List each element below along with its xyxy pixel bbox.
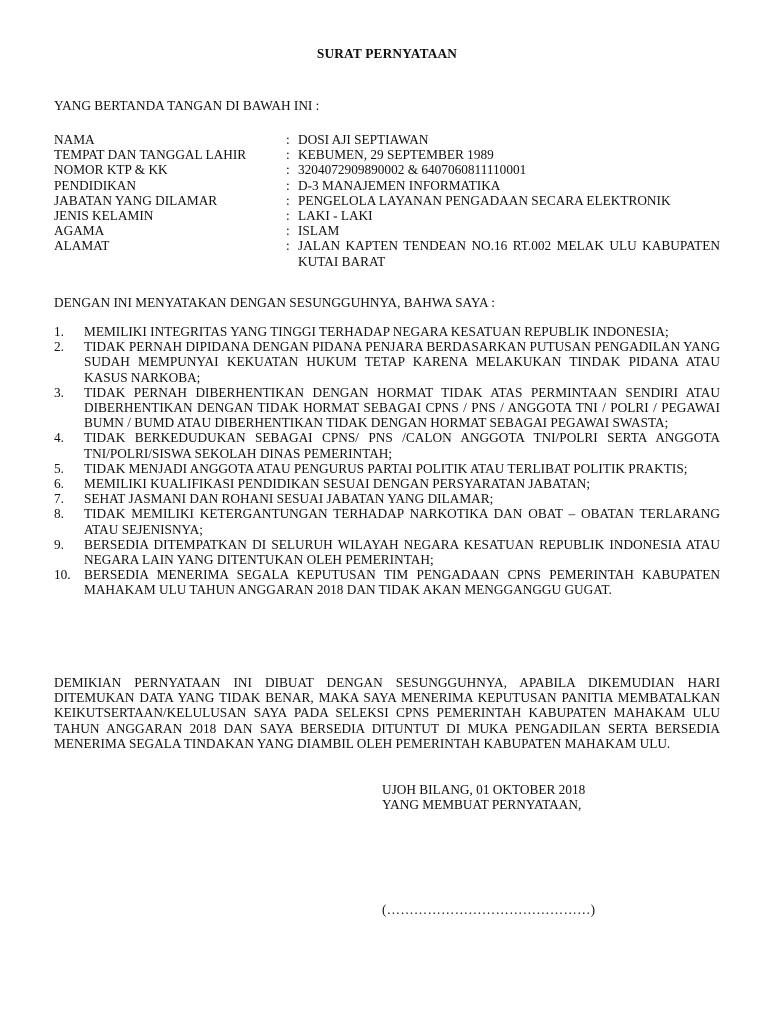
identity-colon: : (286, 223, 290, 239)
list-text: TIDAK MEMILIKI KETERGANTUNGAN TERHADAP NARKOTIKA DAN OBAT – OBATAN TERLARANG ATAU SEJENISNYA; (84, 506, 720, 537)
identity-row-position (54, 193, 720, 208)
list-number: 7. (54, 491, 64, 507)
identity-label: NOMOR KTP & KK (54, 162, 168, 178)
list-text: TIDAK BERKEDUDUKAN SEBAGAI CPNS/ PNS /CALON ANGGOTA TNI/POLRI SERTA ANGGOTA TNI/POLRI/SISWA SEKOLAH DINAS PEMERINTAH; (84, 430, 720, 461)
list-text: SEHAT JASMANI DAN ROHANI SESUAI JABATAN YANG DILAMAR; (84, 491, 494, 507)
list-item (54, 339, 720, 385)
identity-row-address (54, 238, 720, 268)
list-item (54, 537, 720, 567)
identity-value: KEBUMEN, 29 SEPTEMBER 1989 (298, 147, 494, 163)
list-text: TIDAK MENJADI ANGGOTA ATAU PENGURUS PARTAI POLITIK ATAU TERLIBAT POLITIK PRAKTIS; (84, 460, 688, 476)
identity-label: JENIS KELAMIN (54, 208, 154, 224)
identity-value: ISLAM (298, 223, 340, 239)
identity-row-id-number (54, 162, 720, 177)
list-item (54, 476, 720, 491)
list-item (54, 567, 720, 597)
identity-label: ALAMAT (54, 238, 110, 254)
list-text: MEMILIKI KUALIFIKASI PENDIDIKAN SESUAI DENGAN PERSYARATAN JABATAN; (84, 476, 591, 492)
maker-label: YANG MEMBUAT PERNYATAAN, (382, 797, 582, 813)
identity-value: 3204072909890002 & 6407060811110001 (298, 162, 527, 178)
list-text: BERSEDIA MENERIMA SEGALA KEPUTUSAN TIM PENGADAAN CPNS PEMERINTAH KABUPATEN MAHAKAM ULU TAHUN ANGGARAN 2018 DAN TIDAK AKAN MENGGANGGU GUGAT. (84, 567, 720, 598)
identity-row-gender (54, 208, 720, 223)
place-date: UJOH BILANG, 01 OKTOBER 2018 (382, 782, 586, 797)
intro-text: YANG BERTANDA TANGAN DI BAWAH INI : (54, 98, 320, 113)
list-item (54, 385, 720, 431)
list-number: 4. (54, 430, 64, 446)
identity-colon: : (286, 147, 290, 163)
identity-value: LAKI - LAKI (298, 208, 373, 224)
identity-table (54, 132, 720, 269)
identity-row-education (54, 178, 720, 193)
list-text: TIDAK PERNAH DIBERHENTIKAN DENGAN HORMAT TIDAK ATAS PERMINTAAN SENDIRI ATAU DIBERHENTIKAN DENGAN TIDAK HORMAT SEBAGAI CPNS / PNS / ANGGOTA TNI / POLRI / PEGAWAI BUMN / BUMD ATAU DIBERHENTIKAN TIDAK DENGAN HORMAT SEBAGAI PEGAWAI SWASTA; (84, 384, 720, 431)
list-item (54, 461, 720, 476)
declaration-list (54, 324, 720, 598)
identity-colon: : (286, 192, 290, 208)
list-number: 1. (54, 324, 64, 339)
identity-value: DOSI AJI SEPTIAWAN (298, 132, 429, 147)
list-item (54, 430, 720, 460)
list-number: 8. (54, 506, 64, 522)
list-text: TIDAK PERNAH DIPIDANA DENGAN PIDANA PENJARA BERDASARKAN PUTUSAN PENGADILAN YANG SUDAH MEMPUNYAI KEKUATAN HUKUM TETAP KARENA MELAKUKAN TINDAK PIDANA ATAU KASUS NARKOBA; (84, 339, 720, 385)
signature-placeholder: (………………………………………) (382, 902, 596, 917)
identity-row-name (54, 132, 720, 147)
list-item (54, 324, 720, 339)
identity-colon: : (286, 177, 290, 193)
list-text: BERSEDIA DITEMPATKAN DI SELURUH WILAYAH NEGARA KESATUAN REPUBLIK INDONESIA ATAU NEGARA LAIN YANG DITENTUKAN OLEH PEMERINTAH; (84, 536, 720, 568)
document-title: SURAT PERNYATAAN (316, 46, 458, 61)
list-number: 9. (54, 536, 64, 552)
identity-colon: : (286, 208, 290, 224)
statement-text: DENGAN INI MENYATAKAN DENGAN SESUNGGUHNYA, BAHWA SAYA : (54, 295, 495, 310)
identity-colon: : (286, 238, 290, 254)
identity-label: NAMA (54, 132, 95, 147)
identity-colon: : (286, 162, 290, 178)
identity-value: PENGELOLA LAYANAN PENGADAAN SECARA ELEKTRONIK (298, 192, 671, 208)
list-item (54, 491, 720, 506)
identity-row-birth (54, 147, 720, 162)
identity-label: AGAMA (54, 223, 105, 239)
identity-label: PENDIDIKAN (54, 177, 136, 193)
identity-label: JABATAN YANG DILAMAR (54, 192, 218, 208)
list-number: 3. (54, 384, 64, 400)
list-item (54, 506, 720, 536)
document-page (54, 0, 720, 1024)
closing-paragraph: DEMIKIAN PERNYATAAN INI DIBUAT DENGAN SESUNGGUHNYA, APABILA DIKEMUDIAN HARI DITEMUKAN DATA YANG TIDAK BENAR, MAKA SAYA MENERIMA KEPUTUSAN PANITIA MEMBATALKAN KEIKUTSERTAAN/KELULUSAN SAYA PADA SELEKSI CPNS PEMERINTAH KABUPATEN MAHAKAM ULU TAHUN ANGGARAN 2018 DAN SAYA BERSEDIA DITUNTUT DI MUKA PENGADILAN SERTA BERSEDIA MENERIMA SEGALA TINDAKAN YANG DIAMBIL OLEH PEMERINTAH KABUPATEN MAHAKAM ULU. (54, 675, 720, 751)
list-number: 2. (54, 339, 64, 355)
identity-value: JALAN KAPTEN TENDEAN NO.16 RT.002 MELAK ULU KABUPATEN KUTAI BARAT (298, 238, 720, 269)
identity-colon: : (286, 132, 290, 147)
list-number: 5. (54, 460, 64, 476)
list-number: 10. (54, 567, 71, 583)
list-text: MEMILIKI INTEGRITAS YANG TINGGI TERHADAP NEGARA KESATUAN REPUBLIK INDONESIA; (84, 324, 669, 339)
list-number: 6. (54, 476, 64, 492)
identity-label: TEMPAT DAN TANGGAL LAHIR (54, 147, 247, 163)
identity-row-religion (54, 223, 720, 238)
identity-value: D-3 MANAJEMEN INFORMATIKA (298, 177, 501, 193)
signature-block (382, 782, 585, 812)
